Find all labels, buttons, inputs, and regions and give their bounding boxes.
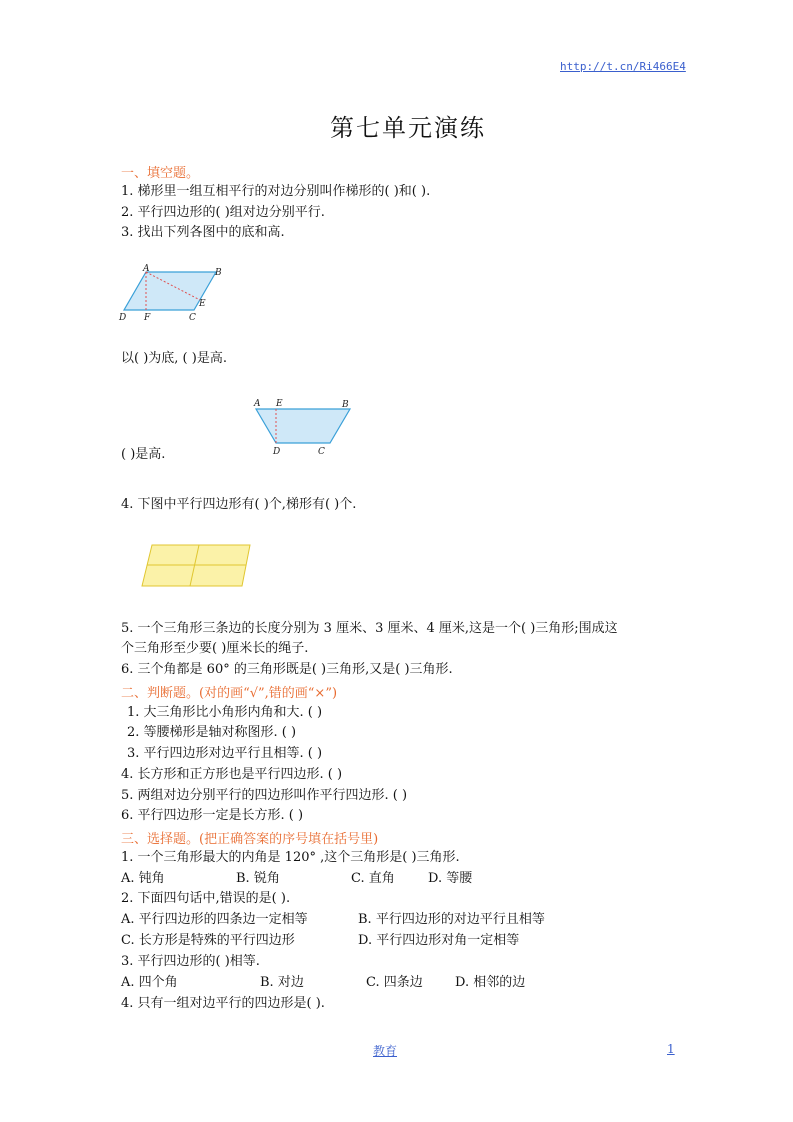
label-c: C	[189, 313, 196, 323]
judge-item-1: 1. 大三角形比小角形内角和大. ( )	[127, 705, 323, 720]
label-a: A	[143, 264, 150, 274]
trapezoid-figure	[250, 396, 360, 458]
fill-question-1: 1. 梯形里一组互相平行的对边分别叫作梯形的( )和( ).	[121, 184, 431, 199]
choice-2-option-a: A. 平行四边形的四条边一定相等	[121, 912, 308, 927]
section-fill-heading: 一、填空题。	[121, 166, 200, 181]
fill-question-3: 3. 找出下列各图中的底和高.	[121, 225, 285, 240]
label-b: B	[215, 268, 222, 278]
choice-1-option-a: A. 钝角	[121, 871, 165, 886]
label-d: D	[119, 313, 127, 323]
choice-question-3: 3. 平行四边形的( )相等.	[121, 954, 260, 969]
footer-link[interactable]: 教育	[373, 1044, 398, 1058]
page-title: 第七单元演练	[330, 114, 486, 142]
header-url-link[interactable]: http://t.cn/Ri466E4	[560, 60, 686, 73]
section-choice-heading: 三、选择题。(把正确答案的序号填在括号里)	[121, 832, 379, 847]
label-a: A	[254, 399, 261, 409]
parallelogram-figure	[116, 262, 232, 324]
section-judge-heading: 二、判断题。(对的画“√”,错的画“×”)	[121, 686, 338, 701]
judge-item-2: 2. 等腰梯形是轴对称图形. ( )	[127, 725, 297, 740]
choice-1-option-d: D. 等腰	[428, 871, 473, 886]
judge-item-6: 6. 平行四边形一定是长方形. ( )	[121, 808, 304, 823]
label-e: E	[199, 299, 206, 309]
choice-2-option-d: D. 平行四边形对角一定相等	[358, 933, 520, 948]
judge-item-5: 5. 两组对边分别平行的四边形叫作平行四边形. ( )	[121, 788, 408, 803]
judge-item-4: 4. 长方形和正方形也是平行四边形. ( )	[121, 767, 343, 782]
choice-question-4: 4. 只有一组对边平行的四边形是( ).	[121, 996, 325, 1011]
fill-question-6: 6. 三个角都是 60° 的三角形既是( )三角形,又是( )三角形.	[121, 662, 453, 677]
choice-2-option-b: B. 平行四边形的对边平行且相等	[358, 912, 545, 927]
choice-question-1: 1. 一个三角形最大的内角是 120° ,这个三角形是( )三角形.	[121, 850, 460, 865]
fill-question-2: 2. 平行四边形的( )组对边分别平行.	[121, 205, 325, 220]
choice-3-option-a: A. 四个角	[121, 975, 178, 990]
label-d: D	[273, 447, 281, 457]
trapezoid-shape	[256, 409, 350, 443]
page-number: 1	[667, 1042, 675, 1056]
choice-2-option-c: C. 长方形是特殊的平行四边形	[121, 933, 295, 948]
fill-question-3b: ( )是高.	[121, 447, 166, 462]
choice-3-option-c: C. 四条边	[366, 975, 423, 990]
choice-1-option-b: B. 锐角	[236, 871, 280, 886]
choice-1-option-c: C. 直角	[351, 871, 395, 886]
choice-question-2: 2. 下面四句话中,错误的是( ).	[121, 891, 291, 906]
fill-question-3a: 以( )为底, ( )是高.	[121, 351, 227, 366]
fill-question-4: 4. 下图中平行四边形有( )个,梯形有( )个.	[121, 497, 357, 512]
label-e: E	[276, 399, 283, 409]
judge-item-3: 3. 平行四边形对边平行且相等. ( )	[127, 746, 323, 761]
choice-3-option-d: D. 相邻的边	[455, 975, 526, 990]
label-b: B	[342, 400, 349, 410]
label-f: F	[144, 313, 151, 323]
parallelogram-grid-figure	[138, 540, 256, 590]
fill-question-5a: 5. 一个三角形三条边的长度分别为 3 厘米、3 厘米、4 厘米,这是一个( )三角形;围成这	[121, 621, 618, 636]
choice-3-option-b: B. 对边	[260, 975, 304, 990]
fill-question-5b: 个三角形至少要( )厘米长的绳子.	[121, 641, 309, 656]
label-c: C	[318, 447, 325, 457]
